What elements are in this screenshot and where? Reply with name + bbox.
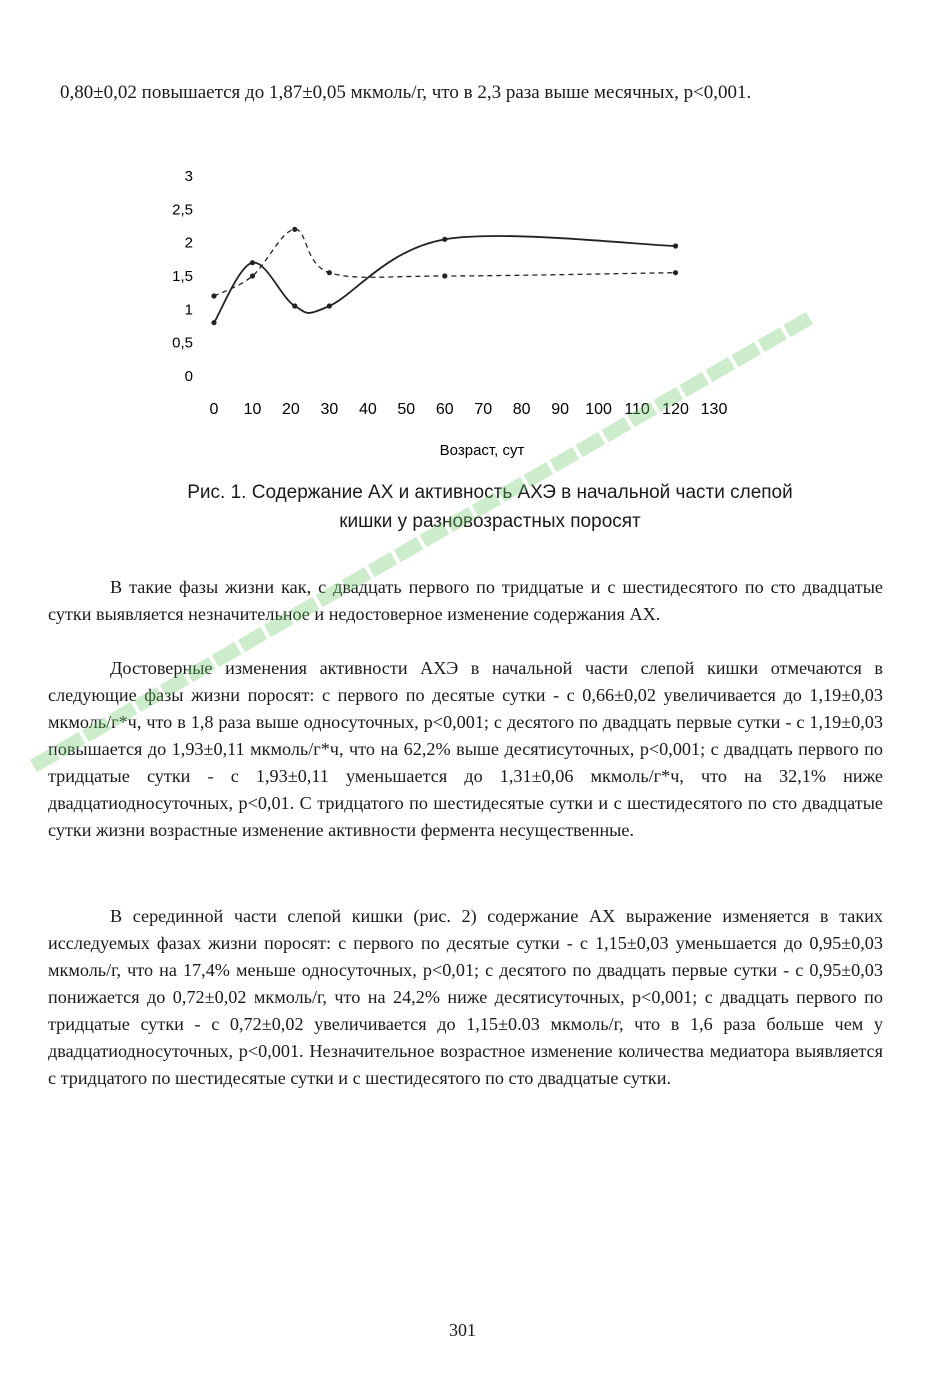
- x-tick-label: 60: [435, 401, 454, 418]
- x-tick-label: 70: [474, 401, 493, 418]
- y-tick-label: 3: [184, 168, 193, 185]
- figure-caption: [90, 478, 890, 536]
- x-tick-label: 0: [209, 401, 219, 418]
- y-tick-label: 0,5: [172, 334, 193, 352]
- y-tick-label: 2: [184, 234, 193, 252]
- data-point: [250, 273, 255, 278]
- y-tick-label: 0: [184, 368, 193, 385]
- data-point: [673, 243, 678, 248]
- x-axis-label: Возраст, сут: [439, 442, 525, 459]
- top-paragraph: 0,80±0,02 повышается до 1,87±0,05 мкмоль/г, что в 2,3 раза выше месячных, р<0,001.: [60, 82, 752, 103]
- x-tick-label: 120: [662, 401, 689, 418]
- data-point: [292, 227, 297, 232]
- caption-line-2: кишки у разновозрастных поросят: [339, 511, 641, 532]
- series-line-1: [214, 236, 676, 323]
- paragraph-1: В такие фазы жизни как, с двадцать первого по тридцатые и с шестидесятого по сто двадцатые сутки выявляется незначительное и недостоверное изменение содержания АХ.: [48, 577, 883, 624]
- data-point: [442, 273, 447, 278]
- y-axis-ticks: [172, 168, 193, 385]
- paragraph-3: В серединной части слепой кишки (рис. 2) содержание АХ выражение изменяется в таких исследуемых фазах жизни поросят: с первого по десятые сутки - с 1,15±0,03 уменьшается до 0,95±0,03 мкмоль/г, что на 17,4% меньше односуточных, р<0,01; с десятого по двадцать первые сутки - с 0,95±0,03 понижается до 0,72±0,02 мкмоль/г, что на 24,2% ниже десятисуточных, р<0,001; с двадцать первого по тридцатые сутки - с 0,72±0,02 увеличивается до 1,15±0.03 мкмоль/г, что в 1,6 раза больше чем у двадцатиодносуточных, р<0,001. Незначительное возрастное изменение количества медиатора выявляется с тридцатого по шестидесятые сутки и с шестидесятого по сто двадцатые сутки.: [48, 906, 883, 1088]
- x-axis-ticks: [210, 401, 728, 418]
- x-tick-label: 110: [624, 401, 650, 418]
- x-tick-label: 40: [358, 401, 377, 418]
- x-tick-label: 20: [282, 401, 300, 418]
- data-point: [327, 270, 332, 275]
- x-tick-label: 30: [320, 401, 339, 418]
- data-point: [250, 260, 255, 265]
- x-tick-label: 10: [243, 401, 262, 418]
- data-point: [673, 270, 678, 275]
- x-tick-label: 130: [700, 401, 728, 418]
- x-tick-label: 50: [397, 401, 416, 418]
- x-tick-label: 90: [551, 401, 570, 418]
- chart: [0, 150, 925, 470]
- page-number: 301: [449, 1320, 476, 1340]
- data-point: [292, 303, 297, 308]
- chart-series: [211, 227, 678, 326]
- y-tick-label: 1: [184, 301, 193, 319]
- caption-line-1: Рис. 1. Содержание АХ и активность АХЭ в начальной части слепой: [187, 482, 793, 503]
- data-point: [211, 293, 216, 298]
- x-tick-label: 100: [585, 401, 612, 418]
- y-tick-label: 2,5: [172, 201, 193, 219]
- x-tick-label: 80: [512, 401, 531, 418]
- data-point: [442, 237, 447, 242]
- data-point: [327, 303, 332, 308]
- paragraph-2: Достоверные изменения активности АХЭ в начальной части слепой кишки отмечаются в следующие фазы жизни поросят: с первого по десятые сутки - с 0,66±0,02 увеличивается до 1,19±0,03 мкмоль/г*ч, что в 1,8 раза выше односуточных, р<0,001; с десятого по двадцать первые сутки - с 1,19±0,03 повышается до 1,93±0,11 мкмоль/г*ч, что на 62,2% выше десятисуточных, р<0,001; с двадцать первого по тридцатые сутки - с 1,93±0,11 уменьшается до 1,31±0,06 мкмоль/г*ч, что на 32,1% ниже двадцатиодносуточных, р<0,01. С тридцатого по шестидесятые сутки и с шестидесятого по сто двадцатые сутки жизни возрастные изменение активности фермента несущественные.: [48, 658, 883, 840]
- y-tick-label: 1,5: [172, 268, 193, 285]
- data-point: [211, 320, 216, 325]
